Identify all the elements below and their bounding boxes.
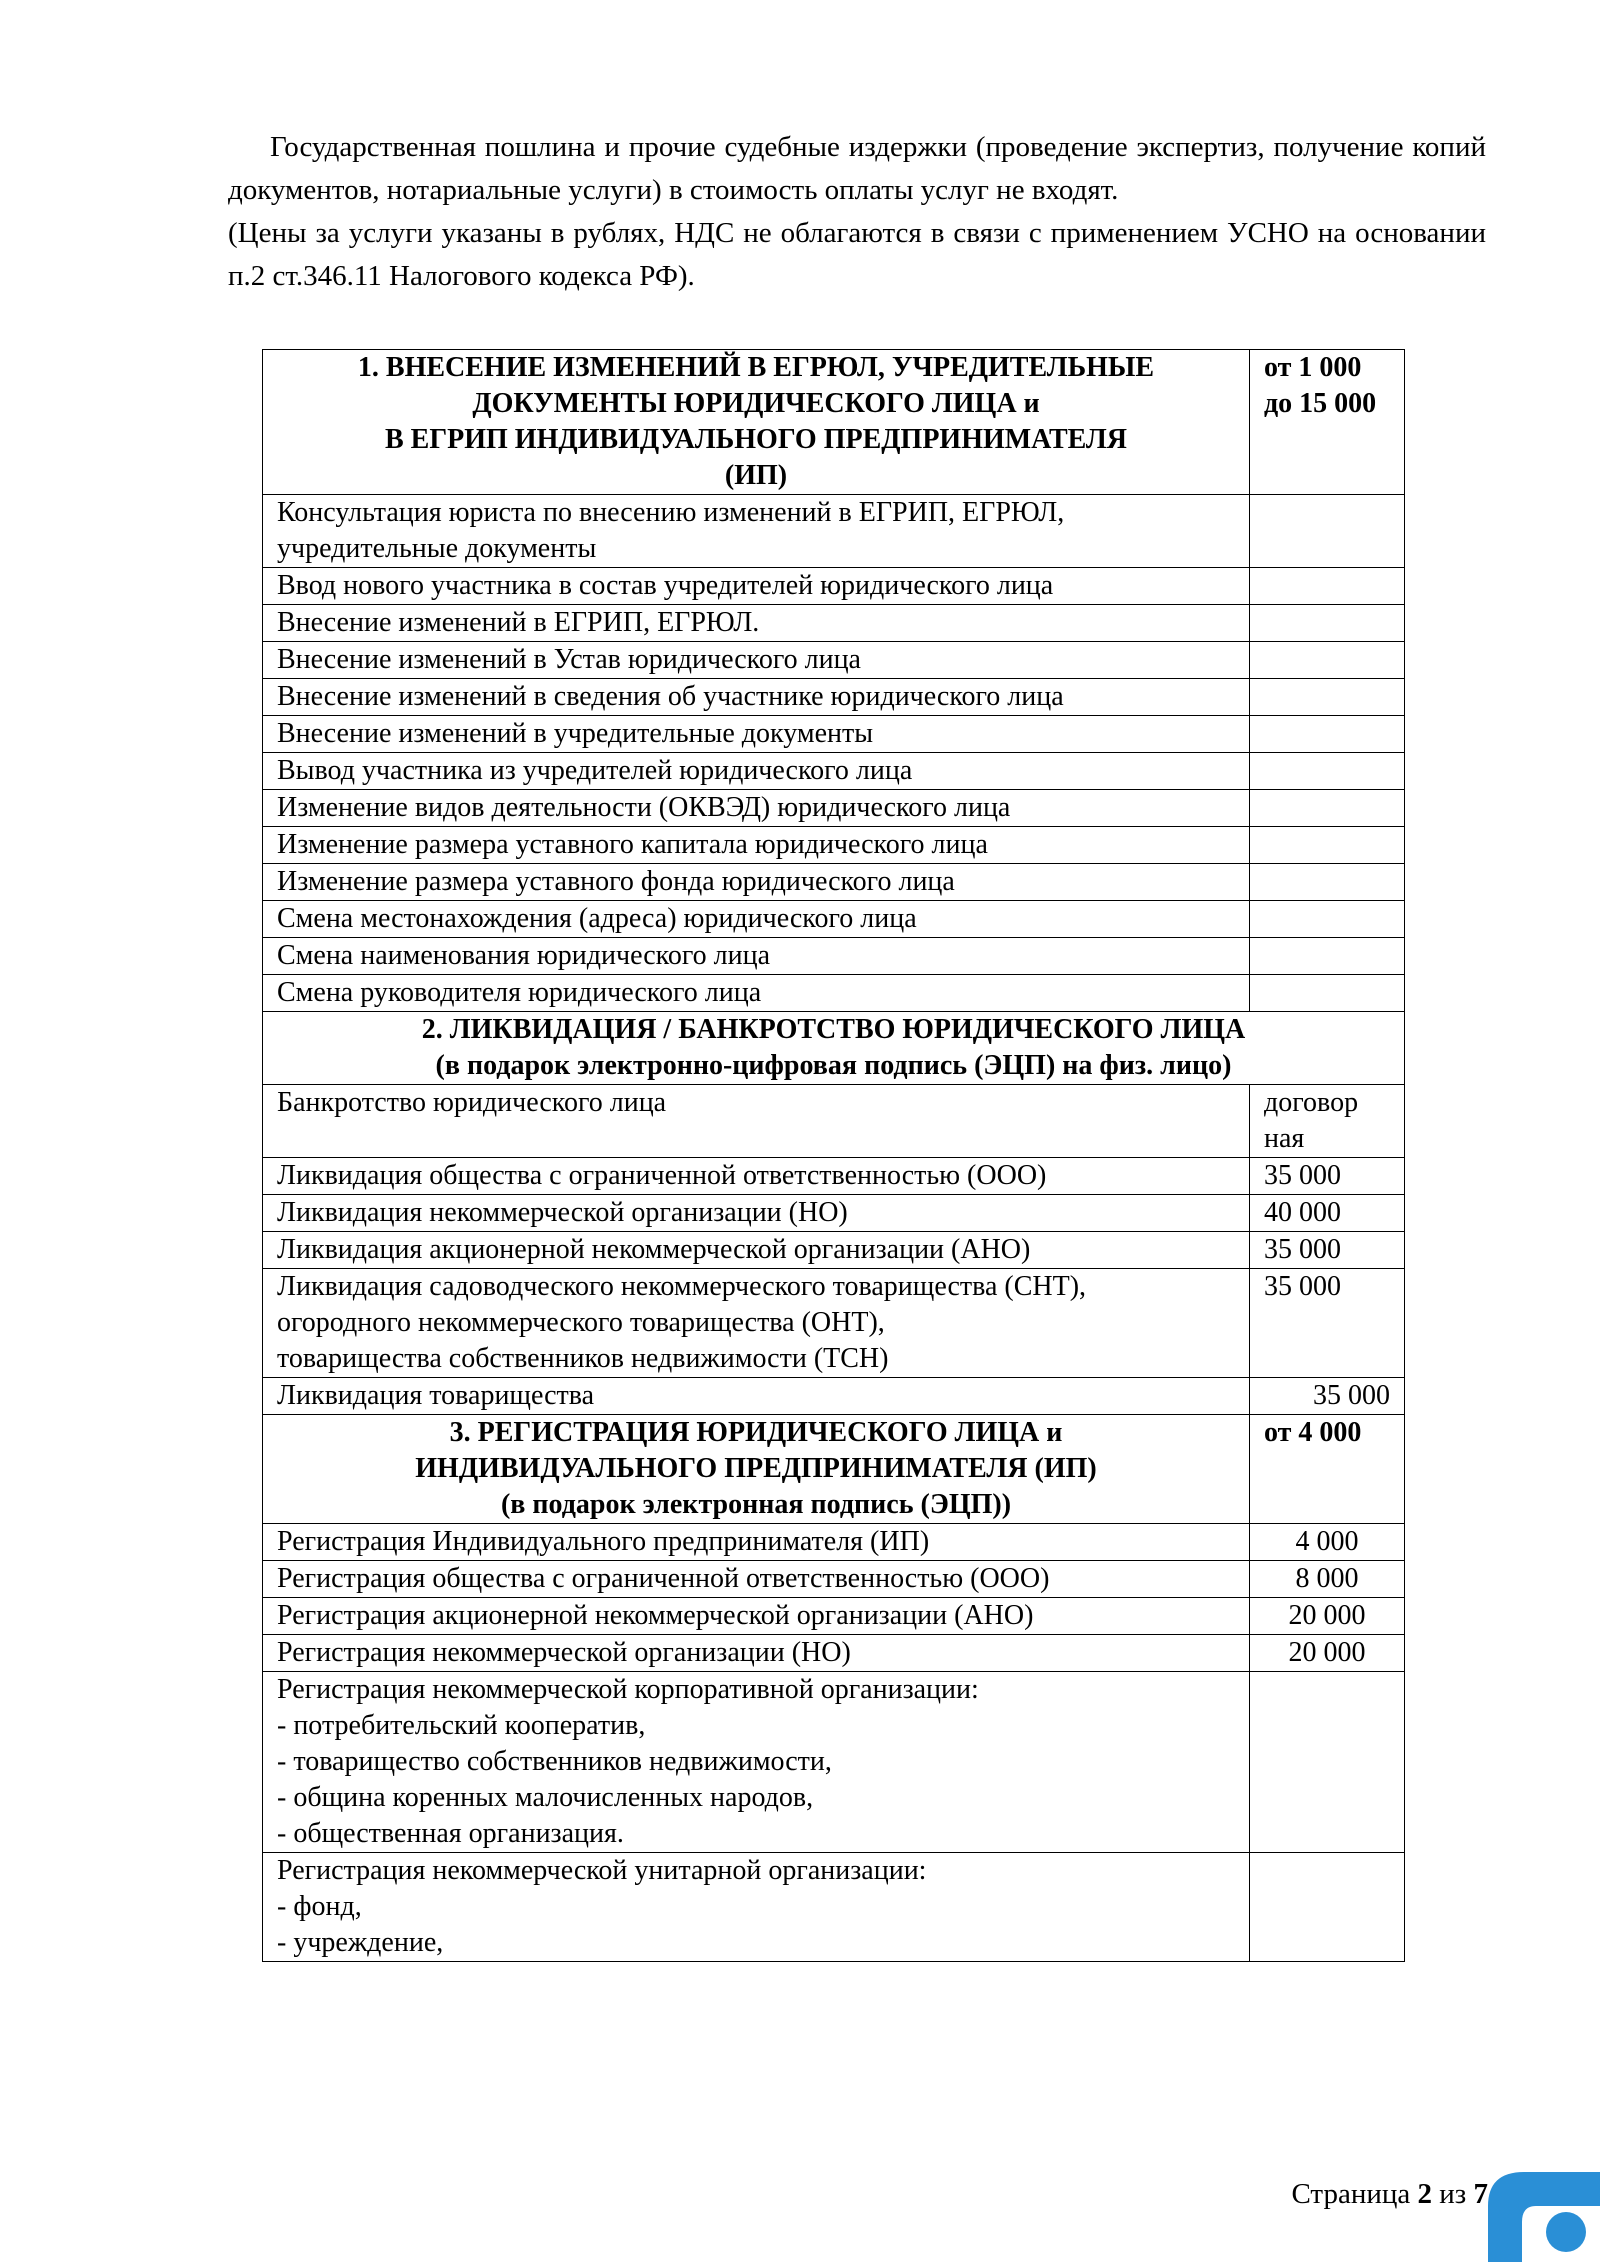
service-name: Регистрация общества с ограниченной ответственностью (ООО)	[263, 1561, 1250, 1598]
section-title-line: 3. РЕГИСТРАЦИЯ ЮРИДИЧЕСКОГО ЛИЦА и	[449, 1417, 1063, 1448]
service-name: Смена руководителя юридического лица	[263, 975, 1250, 1012]
table-row	[263, 753, 1405, 790]
section-title-line: ДОКУМЕНТЫ ЮРИДИЧЕСКОГО ЛИЦА и	[472, 388, 1040, 419]
service-name: Смена наименования юридического лица	[263, 938, 1250, 975]
service-name-line: - общественная организация.	[277, 1818, 624, 1849]
service-name: Смена местонахождения (адреса) юридического лица	[263, 901, 1250, 938]
service-name: Ликвидация некоммерческой организации (НО)	[263, 1195, 1250, 1232]
service-name: Внесение изменений в учредительные документы	[263, 716, 1250, 753]
service-price	[1250, 642, 1405, 679]
table-row	[263, 1085, 1405, 1158]
service-name-line: - община коренных малочисленных народов,	[277, 1782, 814, 1813]
price-table-body	[263, 350, 1405, 1962]
service-name: Вывод участника из учредителей юридического лица	[263, 753, 1250, 790]
section-title-line: ИНДИВИДУАЛЬНОГО ПРЕДПРИНИМАТЕЛЯ (ИП)	[415, 1453, 1097, 1484]
service-price	[1250, 716, 1405, 753]
service-name: Регистрация акционерной некоммерческой организации (АНО)	[263, 1598, 1250, 1635]
table-row	[263, 1672, 1405, 1853]
service-price: 35 000	[1250, 1232, 1405, 1269]
intro-paragraph-2: (Цены за услуги указаны в рублях, НДС не облагаются в связи с применением УСНО на основании п.2 ст.346.11 Налогового кодекса РФ).	[228, 217, 1486, 292]
section-title	[263, 1415, 1250, 1524]
table-row	[263, 605, 1405, 642]
service-price-line: договор	[1264, 1087, 1359, 1118]
table-row	[263, 495, 1405, 568]
service-price: 35 000	[1250, 1378, 1405, 1415]
service-price	[1250, 827, 1405, 864]
table-row	[263, 1561, 1405, 1598]
section-title-line: (в подарок электронная подпись (ЭЦП))	[500, 1489, 1012, 1520]
service-name	[263, 1853, 1250, 1962]
service-name	[263, 1269, 1250, 1378]
table-row	[263, 1158, 1405, 1195]
page-current: 2	[1417, 2178, 1433, 2210]
service-name: Внесение изменений в Устав юридического лица	[263, 642, 1250, 679]
table-row	[263, 901, 1405, 938]
logo-dot	[1546, 2212, 1586, 2252]
table-row	[263, 1378, 1405, 1415]
service-price: 35 000	[1250, 1269, 1405, 1378]
service-name-line: товарищества собственников недвижимости (ТСН)	[277, 1343, 889, 1374]
table-row	[263, 864, 1405, 901]
table-row	[263, 1232, 1405, 1269]
service-price	[1250, 1853, 1405, 1962]
service-price	[1250, 495, 1405, 568]
service-name: Изменение размера уставного фонда юридического лица	[263, 864, 1250, 901]
service-price-line: ная	[1264, 1123, 1305, 1154]
intro-paragraph-1: Государственная пошлина и прочие судебные издержки (проведение экспертиз, получение копий документов, нотариальные услуги) в стоимость оплаты услуг не входят.	[228, 131, 1486, 206]
company-logo-icon	[1468, 2166, 1600, 2262]
section-title-line: 1. ВНЕСЕНИЕ ИЗМЕНЕНИЙ В ЕГРЮЛ, УЧРЕДИТЕЛЬНЫЕ	[357, 352, 1155, 383]
section-header-row	[263, 1415, 1405, 1524]
table-row	[263, 679, 1405, 716]
table-row	[263, 1598, 1405, 1635]
service-price: 40 000	[1250, 1195, 1405, 1232]
table-row	[263, 1269, 1405, 1378]
service-name: Регистрация Индивидуального предпринимателя (ИП)	[263, 1524, 1250, 1561]
service-name: Внесение изменений в сведения об участнике юридического лица	[263, 679, 1250, 716]
service-price: 4 000	[1250, 1524, 1405, 1561]
intro-text	[228, 126, 1486, 298]
service-price	[1250, 901, 1405, 938]
table-row	[263, 790, 1405, 827]
table-row	[263, 568, 1405, 605]
service-name-line: - потребительский кооператив,	[277, 1710, 646, 1741]
service-price: 20 000	[1250, 1635, 1405, 1672]
section-title-line: (ИП)	[724, 460, 788, 491]
page-number	[1291, 2178, 1488, 2211]
service-name	[263, 495, 1250, 568]
table-row	[263, 975, 1405, 1012]
table-row	[263, 1853, 1405, 1962]
table-row	[263, 1524, 1405, 1561]
service-name: Ликвидация общества с ограниченной ответственностью (ООО)	[263, 1158, 1250, 1195]
service-price: 35 000	[1250, 1158, 1405, 1195]
service-price	[1250, 605, 1405, 642]
page-of-word: из	[1439, 2178, 1467, 2210]
service-price	[1250, 790, 1405, 827]
section-title	[263, 1012, 1405, 1085]
section-price-line: от 1 000	[1264, 352, 1362, 383]
table-row	[263, 642, 1405, 679]
service-name: Ликвидация товарищества	[263, 1378, 1250, 1415]
service-name: Внесение изменений в ЕГРИП, ЕГРЮЛ.	[263, 605, 1250, 642]
service-name-line: - фонд,	[277, 1891, 362, 1922]
service-price: 20 000	[1250, 1598, 1405, 1635]
service-name-line: Ликвидация садоводческого некоммерческого товарищества (СНТ),	[277, 1271, 1087, 1302]
section-price	[1250, 350, 1405, 495]
service-name	[263, 1672, 1250, 1853]
service-name-line: Регистрация некоммерческой унитарной организации:	[277, 1855, 927, 1886]
table-row	[263, 827, 1405, 864]
service-name-line: огородного некоммерческого товарищества (ОНТ),	[277, 1307, 885, 1338]
section-title-line: (в подарок электронно-цифровая подпись (ЭЦП) на физ. лицо)	[435, 1050, 1232, 1081]
section-header-row	[263, 1012, 1405, 1085]
page-total: 7	[1473, 2178, 1488, 2210]
service-name: Ввод нового участника в состав учредителей юридического лица	[263, 568, 1250, 605]
service-name: Изменение видов деятельности (ОКВЭД) юридического лица	[263, 790, 1250, 827]
service-price	[1250, 753, 1405, 790]
page-word: Страница	[1291, 2178, 1411, 2210]
service-name: Изменение размера уставного капитала юридического лица	[263, 827, 1250, 864]
service-name-line: Консультация юриста по внесению изменений в ЕГРИП, ЕГРЮЛ,	[277, 497, 1065, 528]
service-price	[1250, 975, 1405, 1012]
service-price: 8 000	[1250, 1561, 1405, 1598]
service-name-line: Регистрация некоммерческой корпоративной организации:	[277, 1674, 979, 1705]
service-name-line: - учреждение,	[277, 1927, 444, 1958]
section-price: от 4 000	[1250, 1415, 1405, 1524]
section-title-line: 2. ЛИКВИДАЦИЯ / БАНКРОТСТВО ЮРИДИЧЕСКОГО ЛИЦА	[421, 1014, 1246, 1045]
table-row	[263, 938, 1405, 975]
table-row	[263, 1195, 1405, 1232]
section-price-line: до 15 000	[1264, 388, 1377, 419]
service-name: Регистрация некоммерческой организации (НО)	[263, 1635, 1250, 1672]
table-row	[263, 1635, 1405, 1672]
price-table	[262, 349, 1405, 1962]
service-price	[1250, 1085, 1405, 1158]
service-name-line: - товарищество собственников недвижимости,	[277, 1746, 832, 1777]
section-header-row	[263, 350, 1405, 495]
table-row	[263, 716, 1405, 753]
service-price	[1250, 679, 1405, 716]
section-title	[263, 350, 1250, 495]
logo-shape	[1488, 2172, 1600, 2262]
service-price	[1250, 938, 1405, 975]
service-name: Банкротство юридического лица	[263, 1085, 1250, 1158]
service-name: Ликвидация акционерной некоммерческой организации (АНО)	[263, 1232, 1250, 1269]
service-price	[1250, 864, 1405, 901]
service-name-line: учредительные документы	[277, 533, 597, 564]
section-title-line: В ЕГРИП ИНДИВИДУАЛЬНОГО ПРЕДПРИНИМАТЕЛЯ	[384, 424, 1128, 455]
service-price	[1250, 1672, 1405, 1853]
service-price	[1250, 568, 1405, 605]
